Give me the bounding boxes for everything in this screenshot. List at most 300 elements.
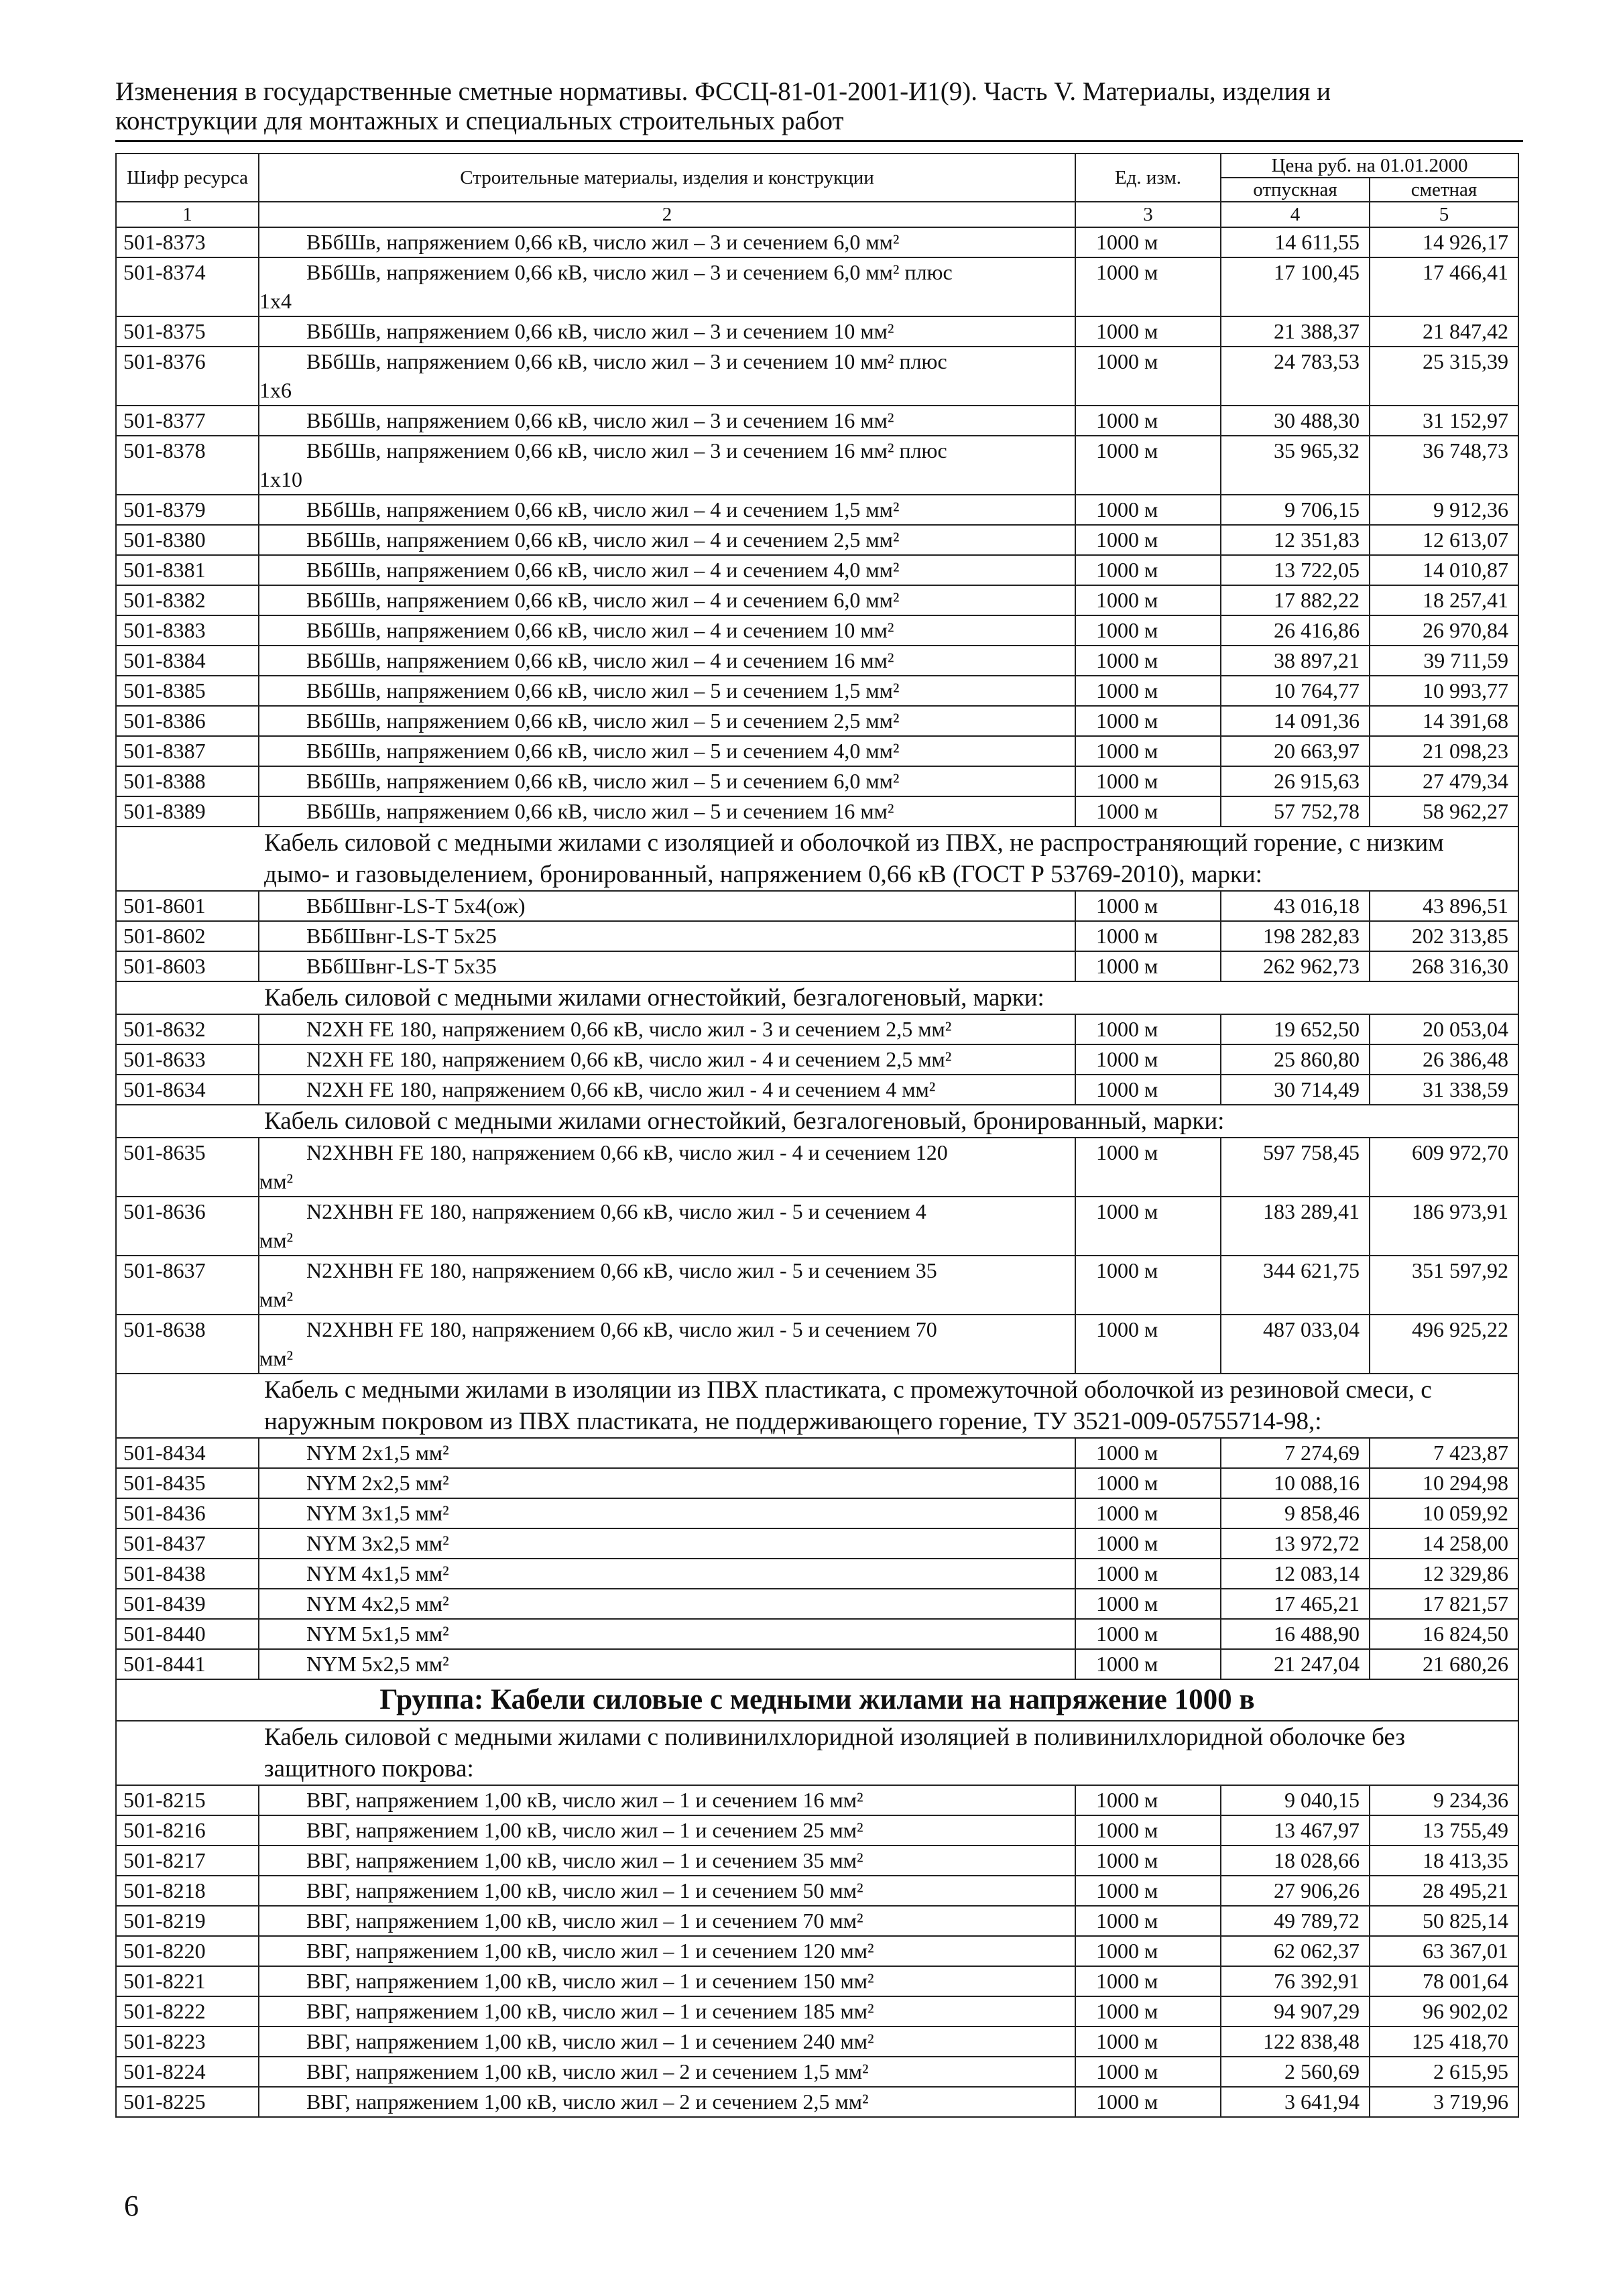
release-price: 262 962,73	[1221, 951, 1370, 981]
table-row	[116, 766, 1518, 796]
release-price: 38 897,21	[1221, 646, 1370, 676]
resource-code: 501-8376	[116, 347, 259, 406]
unit-cell: 1000 м	[1075, 1589, 1221, 1619]
release-price: 12 083,14	[1221, 1559, 1370, 1589]
release-price: 2 560,69	[1221, 2057, 1370, 2087]
resource-code: 501-8634	[116, 1075, 259, 1105]
material-name	[259, 796, 1075, 827]
unit-cell: 1000 м	[1075, 676, 1221, 706]
material-name	[259, 555, 1075, 585]
table-row	[116, 257, 1518, 316]
estimate-price: 14 926,17	[1370, 227, 1518, 257]
material-name	[259, 227, 1075, 257]
estimate-price: 18 257,41	[1370, 585, 1518, 615]
material-name	[259, 1649, 1075, 1679]
table-row	[116, 1197, 1518, 1256]
resource-code: 501-8380	[116, 525, 259, 555]
section-heading-row	[116, 1105, 1518, 1138]
resource-code: 501-8381	[116, 555, 259, 585]
resource-code: 501-8389	[116, 796, 259, 827]
unit-cell: 1000 м	[1075, 1815, 1221, 1846]
material-name	[259, 495, 1075, 525]
resource-code: 501-8219	[116, 1906, 259, 1936]
release-price: 30 488,30	[1221, 406, 1370, 436]
table-row	[116, 951, 1518, 981]
resource-code: 501-8387	[116, 736, 259, 766]
unit-cell: 1000 м	[1075, 1996, 1221, 2027]
material-name	[259, 676, 1075, 706]
release-price: 18 028,66	[1221, 1846, 1370, 1876]
material-name	[259, 347, 1075, 406]
table-row	[116, 1996, 1518, 2027]
release-price: 7 274,69	[1221, 1438, 1370, 1468]
unit-cell: 1000 м	[1075, 347, 1221, 406]
material-name-text: ВБбШв, напряжением 0,66 кВ, число жил – 5 и сечением 1,5 мм²	[306, 678, 900, 703]
unit-cell: 1000 м	[1075, 1649, 1221, 1679]
release-price: 76 392,91	[1221, 1966, 1370, 1996]
header-rule	[115, 140, 1523, 142]
estimate-price: 186 973,91	[1370, 1197, 1518, 1256]
material-name-text: N2XHBH FE 180, напряжением 0,66 кВ, число жил - 5 и сечением 35	[306, 1258, 937, 1282]
table-row	[116, 891, 1518, 921]
table-row	[116, 1906, 1518, 1936]
unit-cell: 1000 м	[1075, 1468, 1221, 1498]
resource-code: 501-8601	[116, 891, 259, 921]
unit-cell: 1000 м	[1075, 1138, 1221, 1197]
resource-code: 501-8439	[116, 1589, 259, 1619]
resource-code: 501-8217	[116, 1846, 259, 1876]
release-price: 49 789,72	[1221, 1906, 1370, 1936]
estimate-price: 268 316,30	[1370, 951, 1518, 981]
resource-code: 501-8215	[116, 1785, 259, 1815]
release-price: 26 915,63	[1221, 766, 1370, 796]
unit-cell: 1000 м	[1075, 1014, 1221, 1044]
table-row	[116, 796, 1518, 827]
resource-code: 501-8438	[116, 1559, 259, 1589]
estimate-price: 39 711,59	[1370, 646, 1518, 676]
resource-code: 501-8383	[116, 615, 259, 646]
unit-cell: 1000 м	[1075, 615, 1221, 646]
estimate-price: 17 466,41	[1370, 257, 1518, 316]
unit-cell: 1000 м	[1075, 525, 1221, 555]
estimate-price: 17 821,57	[1370, 1589, 1518, 1619]
estimate-price: 31 152,97	[1370, 406, 1518, 436]
section-heading-row	[116, 827, 1518, 891]
section-heading-row	[116, 1721, 1518, 1785]
material-name	[259, 1815, 1075, 1846]
estimate-price: 20 053,04	[1370, 1014, 1518, 1044]
estimate-price: 27 479,34	[1370, 766, 1518, 796]
table-row	[116, 1619, 1518, 1649]
release-price: 9 706,15	[1221, 495, 1370, 525]
material-name	[259, 1014, 1075, 1044]
table-row	[116, 1815, 1518, 1846]
resource-code: 501-8384	[116, 646, 259, 676]
release-price: 30 714,49	[1221, 1075, 1370, 1105]
release-price: 344 621,75	[1221, 1256, 1370, 1315]
col-price-estimate-header: сметная	[1370, 178, 1518, 202]
resource-code: 501-8602	[116, 921, 259, 951]
col-number: 1	[116, 202, 259, 227]
table-row	[116, 1438, 1518, 1468]
col-unit-header: Ед. изм.	[1075, 154, 1221, 202]
unit-cell: 1000 м	[1075, 1906, 1221, 1936]
table-row	[116, 921, 1518, 951]
estimate-price: 351 597,92	[1370, 1256, 1518, 1315]
release-price: 198 282,83	[1221, 921, 1370, 951]
estimate-price: 21 680,26	[1370, 1649, 1518, 1679]
unit-cell: 1000 м	[1075, 1438, 1221, 1468]
material-name-text: ВБбШв, напряжением 0,66 кВ, число жил – 4 и сечением 6,0 мм²	[306, 588, 900, 612]
unit-cell: 1000 м	[1075, 766, 1221, 796]
release-price: 26 416,86	[1221, 615, 1370, 646]
estimate-price: 28 495,21	[1370, 1876, 1518, 1906]
release-price: 25 860,80	[1221, 1044, 1370, 1075]
col-number: 5	[1370, 202, 1518, 227]
estimate-price: 26 386,48	[1370, 1044, 1518, 1075]
estimate-price: 25 315,39	[1370, 347, 1518, 406]
unit-cell: 1000 м	[1075, 316, 1221, 347]
estimate-price: 202 313,85	[1370, 921, 1518, 951]
material-name-text: NYM 5х2,5 мм²	[306, 1652, 449, 1676]
material-name-text: N2XH FE 180, напряжением 0,66 кВ, число жил - 4 и сечением 2,5 мм²	[306, 1047, 952, 1071]
unit-cell: 1000 м	[1075, 227, 1221, 257]
material-name	[259, 1438, 1075, 1468]
material-name	[259, 1256, 1075, 1315]
table-row	[116, 436, 1518, 495]
release-price: 487 033,04	[1221, 1315, 1370, 1374]
table-row	[116, 1044, 1518, 1075]
material-name	[259, 891, 1075, 921]
release-price: 14 611,55	[1221, 227, 1370, 257]
estimate-price: 2 615,95	[1370, 2057, 1518, 2087]
unit-cell: 1000 м	[1075, 706, 1221, 736]
unit-cell: 1000 м	[1075, 891, 1221, 921]
estimate-price: 36 748,73	[1370, 436, 1518, 495]
resource-code: 501-8225	[116, 2087, 259, 2117]
resource-code: 501-8603	[116, 951, 259, 981]
material-name	[259, 1589, 1075, 1619]
resource-code: 501-8638	[116, 1315, 259, 1374]
col-name-header: Строительные материалы, изделия и конструкции	[259, 154, 1075, 202]
material-name-text: N2XHBH FE 180, напряжением 0,66 кВ, число жил - 5 и сечением 70	[306, 1317, 937, 1341]
material-name-text: N2XH FE 180, напряжением 0,66 кВ, число жил - 4 и сечением 4 мм²	[306, 1077, 936, 1101]
group-heading-row	[116, 1679, 1518, 1721]
material-name	[259, 1498, 1075, 1528]
estimate-price: 31 338,59	[1370, 1075, 1518, 1105]
table-row	[116, 706, 1518, 736]
estimate-price: 13 755,49	[1370, 1815, 1518, 1846]
resource-code: 501-8385	[116, 676, 259, 706]
table-row	[116, 1589, 1518, 1619]
material-name-continuation: 1х10	[259, 467, 302, 491]
release-price: 16 488,90	[1221, 1619, 1370, 1649]
release-price: 94 907,29	[1221, 1996, 1370, 2027]
release-price: 14 091,36	[1221, 706, 1370, 736]
resource-code: 501-8216	[116, 1815, 259, 1846]
material-name-text: ВБбШв, напряжением 0,66 кВ, число жил – 3 и сечением 16 мм² плюс	[306, 438, 947, 463]
material-name	[259, 1559, 1075, 1589]
release-price: 9 858,46	[1221, 1498, 1370, 1528]
material-name-text: ВВГ, напряжением 1,00 кВ, число жил – 1 и сечением 70 мм²	[306, 1909, 863, 1933]
release-price: 9 040,15	[1221, 1785, 1370, 1815]
material-name-continuation: мм²	[259, 1346, 294, 1370]
release-price: 35 965,32	[1221, 436, 1370, 495]
release-price: 10 088,16	[1221, 1468, 1370, 1498]
col-price-release-header: отпускная	[1221, 178, 1370, 202]
unit-cell: 1000 м	[1075, 921, 1221, 951]
release-price: 24 783,53	[1221, 347, 1370, 406]
release-price: 13 972,72	[1221, 1528, 1370, 1559]
material-name-text: ВБбШвнг-LS-Т 5х4(ож)	[306, 894, 526, 918]
table-row	[116, 1138, 1518, 1197]
table-row	[116, 585, 1518, 615]
estimate-price: 3 719,96	[1370, 2087, 1518, 2117]
table-row	[116, 1014, 1518, 1044]
material-name-text: N2XHBH FE 180, напряжением 0,66 кВ, число жил - 5 и сечением 4	[306, 1199, 926, 1223]
release-price: 10 764,77	[1221, 676, 1370, 706]
material-name-continuation: 1х4	[259, 289, 292, 313]
material-name-text: ВВГ, напряжением 1,00 кВ, число жил – 1 и сечением 50 мм²	[306, 1878, 863, 1902]
material-name	[259, 1044, 1075, 1075]
material-name	[259, 257, 1075, 316]
resource-code: 501-8221	[116, 1966, 259, 1996]
material-name	[259, 1906, 1075, 1936]
material-name	[259, 1619, 1075, 1649]
resource-code: 501-8374	[116, 257, 259, 316]
estimate-price: 16 824,50	[1370, 1619, 1518, 1649]
table-row	[116, 615, 1518, 646]
estimate-price: 43 896,51	[1370, 891, 1518, 921]
material-name	[259, 1996, 1075, 2027]
material-name-text: ВБбШв, напряжением 0,66 кВ, число жил – 4 и сечением 16 мм²	[306, 648, 894, 672]
section-heading: Кабель силовой с медными жилами огнестойкий, безгалогеновый, марки:	[116, 981, 1518, 1014]
release-price: 19 652,50	[1221, 1014, 1370, 1044]
material-name-text: ВБбШвнг-LS-Т 5х25	[306, 924, 497, 948]
table-row	[116, 646, 1518, 676]
resource-code: 501-8441	[116, 1649, 259, 1679]
header-line-1: Изменения в государственные сметные нормативы. ФССЦ-81-01-2001-И1(9). Часть V. Материалы, изделия и	[115, 77, 1331, 106]
material-name	[259, 766, 1075, 796]
table-row	[116, 495, 1518, 525]
unit-cell: 1000 м	[1075, 1256, 1221, 1315]
release-price: 62 062,37	[1221, 1936, 1370, 1966]
unit-cell: 1000 м	[1075, 1846, 1221, 1876]
estimate-price: 9 912,36	[1370, 495, 1518, 525]
unit-cell: 1000 м	[1075, 257, 1221, 316]
unit-cell: 1000 м	[1075, 1559, 1221, 1589]
estimate-price: 78 001,64	[1370, 1966, 1518, 1996]
material-name-text: ВБбШв, напряжением 0,66 кВ, число жил – 5 и сечением 6,0 мм²	[306, 769, 900, 793]
material-name-text: NYM 2х1,5 мм²	[306, 1441, 449, 1465]
page-number: 6	[124, 2189, 139, 2222]
table-row	[116, 1498, 1518, 1528]
col-price-header: Цена руб. на 01.01.2000	[1221, 154, 1518, 178]
release-price: 17 882,22	[1221, 585, 1370, 615]
unit-cell: 1000 м	[1075, 495, 1221, 525]
unit-cell: 1000 м	[1075, 646, 1221, 676]
material-name-text: ВБбШв, напряжением 0,66 кВ, число жил – 4 и сечением 4,0 мм²	[306, 558, 900, 582]
estimate-price: 63 367,01	[1370, 1936, 1518, 1966]
resource-code: 501-8378	[116, 436, 259, 495]
material-name	[259, 2027, 1075, 2057]
unit-cell: 1000 м	[1075, 585, 1221, 615]
estimate-price: 18 413,35	[1370, 1846, 1518, 1876]
section-heading: Кабель силовой с медными жилами с изоляцией и оболочкой из ПВХ, не распространяющий горение, с низким дымо- и газовыделением, бронированный, напряжением 0,66 кВ (ГОСТ Р 53769-2010), марки:	[116, 827, 1518, 891]
section-heading: Кабель с медными жилами в изоляции из ПВХ пластиката, с промежуточной оболочкой из резиновой смеси, с наружным покровом из ПВХ пластиката, не поддерживающего горение, ТУ 3521-009-05755714-98,:	[116, 1374, 1518, 1438]
estimate-price: 7 423,87	[1370, 1438, 1518, 1468]
unit-cell: 1000 м	[1075, 1315, 1221, 1374]
table-row	[116, 736, 1518, 766]
col-code-header: Шифр ресурса	[116, 154, 259, 202]
material-name	[259, 1846, 1075, 1876]
material-name	[259, 1966, 1075, 1996]
material-name-continuation: мм²	[259, 1287, 294, 1311]
material-name-text: ВБбШв, напряжением 0,66 кВ, число жил – 4 и сечением 1,5 мм²	[306, 497, 900, 522]
material-name	[259, 2087, 1075, 2117]
resource-code: 501-8440	[116, 1619, 259, 1649]
resource-code: 501-8388	[116, 766, 259, 796]
table-row	[116, 227, 1518, 257]
material-name	[259, 1315, 1075, 1374]
material-name	[259, 585, 1075, 615]
release-price: 21 388,37	[1221, 316, 1370, 347]
material-name-text: ВБбШв, напряжением 0,66 кВ, число жил – 5 и сечением 2,5 мм²	[306, 709, 900, 733]
material-name-text: ВБбШв, напряжением 0,66 кВ, число жил – 4 и сечением 2,5 мм²	[306, 528, 900, 552]
material-name-text: NYM 4х1,5 мм²	[306, 1561, 449, 1585]
table-row	[116, 347, 1518, 406]
material-name-text: ВВГ, напряжением 1,00 кВ, число жил – 2 и сечением 2,5 мм²	[306, 2090, 869, 2114]
material-name-text: ВБбШв, напряжением 0,66 кВ, число жил – 5 и сечением 4,0 мм²	[306, 739, 900, 763]
unit-cell: 1000 м	[1075, 796, 1221, 827]
material-name-text: ВБбШв, напряжением 0,66 кВ, число жил – 4 и сечением 10 мм²	[306, 618, 894, 642]
table-row	[116, 316, 1518, 347]
material-name-text: NYM 2х2,5 мм²	[306, 1471, 449, 1495]
resource-code: 501-8435	[116, 1468, 259, 1498]
material-name-text: ВВГ, напряжением 1,00 кВ, число жил – 1 и сечением 185 мм²	[306, 1999, 874, 2023]
estimate-price: 12 329,86	[1370, 1559, 1518, 1589]
estimate-price: 21 098,23	[1370, 736, 1518, 766]
table-row	[116, 2057, 1518, 2087]
unit-cell: 1000 м	[1075, 1075, 1221, 1105]
table-row	[116, 1315, 1518, 1374]
release-price: 57 752,78	[1221, 796, 1370, 827]
unit-cell: 1000 м	[1075, 1936, 1221, 1966]
table-row	[116, 1468, 1518, 1498]
resource-code: 501-8377	[116, 406, 259, 436]
table-row	[116, 2087, 1518, 2117]
unit-cell: 1000 м	[1075, 1876, 1221, 1906]
table-row	[116, 1528, 1518, 1559]
material-name-text: ВВГ, напряжением 1,00 кВ, число жил – 1 и сечением 150 мм²	[306, 1969, 874, 1993]
resource-code: 501-8636	[116, 1197, 259, 1256]
estimate-price: 26 970,84	[1370, 615, 1518, 646]
section-heading-row	[116, 1374, 1518, 1438]
estimate-price: 12 613,07	[1370, 525, 1518, 555]
resource-code: 501-8637	[116, 1256, 259, 1315]
resource-code: 501-8434	[116, 1438, 259, 1468]
estimate-price: 9 234,36	[1370, 1785, 1518, 1815]
table-row	[116, 1649, 1518, 1679]
estimate-price: 14 010,87	[1370, 555, 1518, 585]
material-name-text: ВВГ, напряжением 1,00 кВ, число жил – 1 и сечением 120 мм²	[306, 1939, 874, 1963]
material-name-continuation: 1х6	[259, 378, 292, 402]
table-row	[116, 2027, 1518, 2057]
material-name-text: NYM 3х1,5 мм²	[306, 1501, 449, 1525]
resource-code: 501-8632	[116, 1014, 259, 1044]
table-row	[116, 1785, 1518, 1815]
material-name	[259, 736, 1075, 766]
material-name	[259, 436, 1075, 495]
unit-cell: 1000 м	[1075, 951, 1221, 981]
release-price: 13 722,05	[1221, 555, 1370, 585]
release-price: 17 465,21	[1221, 1589, 1370, 1619]
material-name-text: ВБбШв, напряжением 0,66 кВ, число жил – 3 и сечением 6,0 мм²	[306, 230, 900, 254]
material-name	[259, 1075, 1075, 1105]
estimate-price: 14 258,00	[1370, 1528, 1518, 1559]
material-name	[259, 615, 1075, 646]
release-price: 597 758,45	[1221, 1138, 1370, 1197]
material-name-text: ВБбШв, напряжением 0,66 кВ, число жил – 3 и сечением 10 мм² плюс	[306, 349, 947, 373]
resource-code: 501-8436	[116, 1498, 259, 1528]
material-name-text: ВВГ, напряжением 1,00 кВ, число жил – 2 и сечением 1,5 мм²	[306, 2059, 869, 2083]
material-name	[259, 2057, 1075, 2087]
material-name-text: NYM 3х2,5 мм²	[306, 1531, 449, 1555]
material-name-text: ВВГ, напряжением 1,00 кВ, число жил – 1 и сечением 35 мм²	[306, 1848, 863, 1872]
release-price: 13 467,97	[1221, 1815, 1370, 1846]
material-name-text: ВБбШвнг-LS-Т 5х35	[306, 954, 497, 978]
unit-cell: 1000 м	[1075, 2087, 1221, 2117]
resource-code: 501-8382	[116, 585, 259, 615]
table-row	[116, 1846, 1518, 1876]
group-heading: Группа: Кабели силовые с медными жилами на напряжение 1000 в	[116, 1679, 1518, 1721]
unit-cell: 1000 м	[1075, 1785, 1221, 1815]
table-row	[116, 1075, 1518, 1105]
estimate-price: 10 059,92	[1370, 1498, 1518, 1528]
unit-cell: 1000 м	[1075, 1619, 1221, 1649]
unit-cell: 1000 м	[1075, 1044, 1221, 1075]
material-name-text: ВВГ, напряжением 1,00 кВ, число жил – 1 и сечением 16 мм²	[306, 1788, 863, 1812]
material-name	[259, 951, 1075, 981]
table-row	[116, 676, 1518, 706]
header-line-2: конструкции для монтажных и специальных строительных работ	[115, 107, 844, 135]
unit-cell: 1000 м	[1075, 406, 1221, 436]
section-heading-row	[116, 981, 1518, 1014]
material-name-text: ВБбШв, напряжением 0,66 кВ, число жил – 3 и сечением 6,0 мм² плюс	[306, 260, 953, 284]
resource-code: 501-8635	[116, 1138, 259, 1197]
resource-code: 501-8375	[116, 316, 259, 347]
material-name-text: N2XH FE 180, напряжением 0,66 кВ, число жил - 3 и сечением 2,5 мм²	[306, 1017, 952, 1041]
resource-code: 501-8220	[116, 1936, 259, 1966]
unit-cell: 1000 м	[1075, 736, 1221, 766]
table-body	[116, 227, 1518, 2117]
resource-code: 501-8373	[116, 227, 259, 257]
unit-cell: 1000 м	[1075, 1498, 1221, 1528]
release-price: 3 641,94	[1221, 2087, 1370, 2117]
resource-code: 501-8437	[116, 1528, 259, 1559]
material-name-text: N2XHBH FE 180, напряжением 0,66 кВ, число жил - 4 и сечением 120	[306, 1140, 948, 1164]
unit-cell: 1000 м	[1075, 436, 1221, 495]
material-name	[259, 706, 1075, 736]
material-name-text: NYM 4х2,5 мм²	[306, 1591, 449, 1616]
estimate-price: 609 972,70	[1370, 1138, 1518, 1197]
table-row	[116, 1966, 1518, 1996]
material-name	[259, 646, 1075, 676]
table-row	[116, 525, 1518, 555]
resource-code: 501-8633	[116, 1044, 259, 1075]
release-price: 27 906,26	[1221, 1876, 1370, 1906]
material-name-text: ВБбШв, напряжением 0,66 кВ, число жил – 5 и сечением 16 мм²	[306, 799, 894, 823]
